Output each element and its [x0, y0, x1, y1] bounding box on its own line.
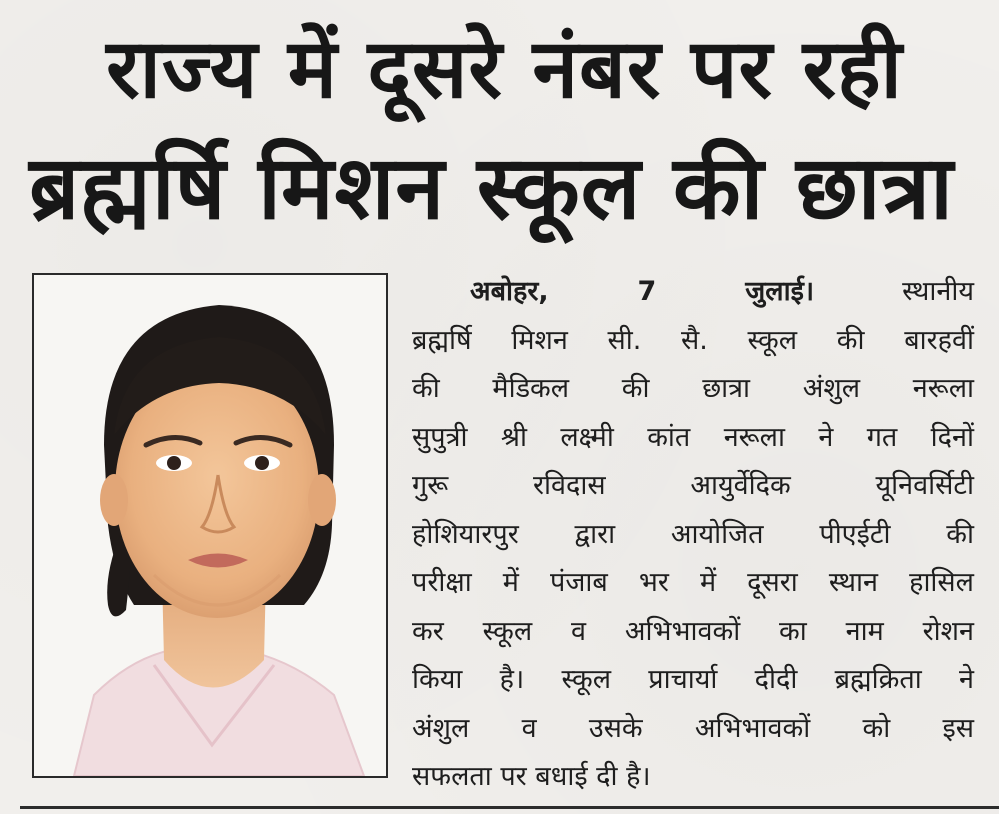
student-portrait-icon	[34, 275, 386, 776]
article-line: अंशुल व उसके अभिभावकों को इस	[412, 712, 974, 744]
bottom-rule	[20, 806, 999, 809]
dateline: अबोहर, 7 जुलाई।	[470, 276, 815, 307]
article-line-1-rest: स्थानीय	[902, 276, 974, 307]
article-line: सुपुत्री श्री लक्ष्मी कांत नरूला ने गत दिनों	[412, 421, 974, 453]
article-line: ब्रह्मर्षि मिशन सी. सै. स्कूल की बारहवीं	[412, 324, 974, 356]
article-line: कर स्कूल व अभिभावकों का नाम रोशन	[412, 615, 974, 647]
article-line: सफलता पर बधाई दी है।	[412, 761, 651, 792]
headline-line-2: ब्रह्मर्षि मिशन स्कूल की छात्रा	[29, 136, 954, 239]
student-photo	[32, 273, 388, 778]
article-line: गुरू रविदास आयुर्वेदिक यूनिवर्सिटी	[412, 470, 974, 501]
article-body	[412, 268, 974, 802]
article-line: परीक्षा में पंजाब भर में दूसरा स्थान हासिल	[412, 567, 974, 598]
article-line: की मैडिकल की छात्रा अंशुल नरूला	[412, 373, 974, 404]
article-line: किया है। स्कूल प्राचार्या दीदी ब्रह्मक्रिता ने	[412, 664, 974, 695]
article-line-1	[412, 268, 974, 317]
headline-line-1: राज्य में दूसरे नंबर पर रही	[106, 22, 903, 117]
article-line: होशियारपुर द्वारा आयोजित पीएईटी की	[412, 518, 974, 550]
